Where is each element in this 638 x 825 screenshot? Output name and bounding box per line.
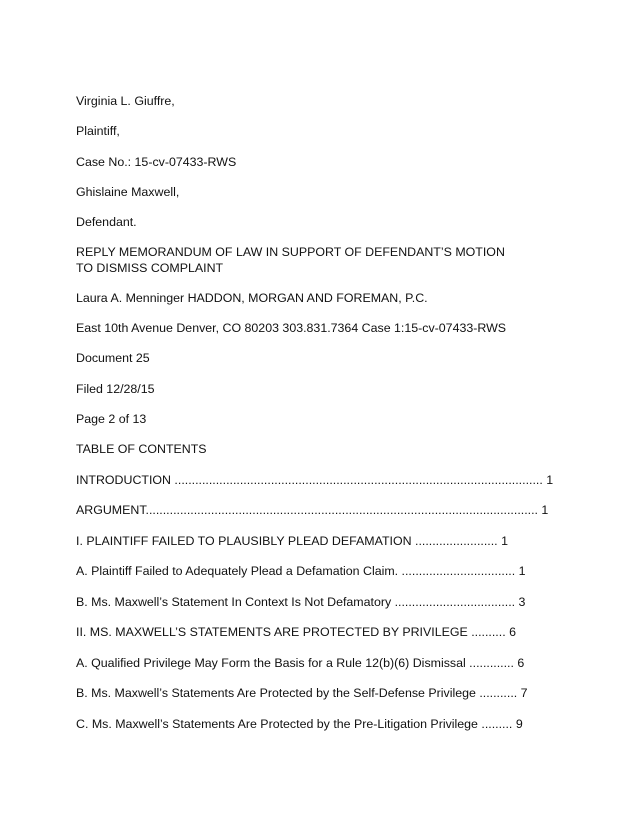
toc-entry: I. PLAINTIFF FAILED TO PLAUSIBLY PLEAD DEFAMATION ........................ 1 [76,534,508,548]
toc-heading: TABLE OF CONTENTS [76,442,207,456]
defendant-role: Defendant. [76,215,137,229]
counsel-line: Laura A. Menninger HADDON, MORGAN AND FOREMAN, P.C. [76,291,428,305]
plaintiff-role: Plaintiff, [76,124,120,138]
document-number: Document 25 [76,351,150,365]
toc-entry: II. MS. MAXWELL’S STATEMENTS ARE PROTECTED BY PRIVILEGE .......... 6 [76,625,516,639]
page-number: Page 2 of 13 [76,412,147,426]
toc-entry: B. Ms. Maxwell’s Statements Are Protected by the Self-Defense Privilege ........... 7 [76,686,528,700]
toc-entry: INTRODUCTION ........................................................................................................... 1 [76,473,554,487]
document-title: REPLY MEMORANDUM OF LAW IN SUPPORT OF DEFENDANT’S MOTION TO DISMISS COMPLAINT [76,245,505,275]
toc-entry: B. Ms. Maxwell’s Statement In Context Is Not Defamatory ................................... 3 [76,595,526,609]
defendant-name: Ghislaine Maxwell, [76,185,180,199]
toc-entry: A. Plaintiff Failed to Adequately Plead a Defamation Claim. ................................. 1 [76,564,526,578]
plaintiff-name: Virginia L. Giuffre, [76,94,175,108]
address-line: East 10th Avenue Denver, CO 80203 303.831.7364 Case 1:15-cv-07433-RWS [76,321,507,335]
filed-date: Filed 12/28/15 [76,382,155,396]
case-number: Case No.: 15-cv-07433-RWS [76,155,237,169]
toc-entry: A. Qualified Privilege May Form the Basis for a Rule 12(b)(6) Dismissal ............. 6 [76,656,525,670]
toc-entry: C. Ms. Maxwell’s Statements Are Protected by the Pre-Litigation Privilege ......... 9 [76,717,523,731]
toc-entry: ARGUMENT.................................................................................................................. 1 [76,503,549,517]
